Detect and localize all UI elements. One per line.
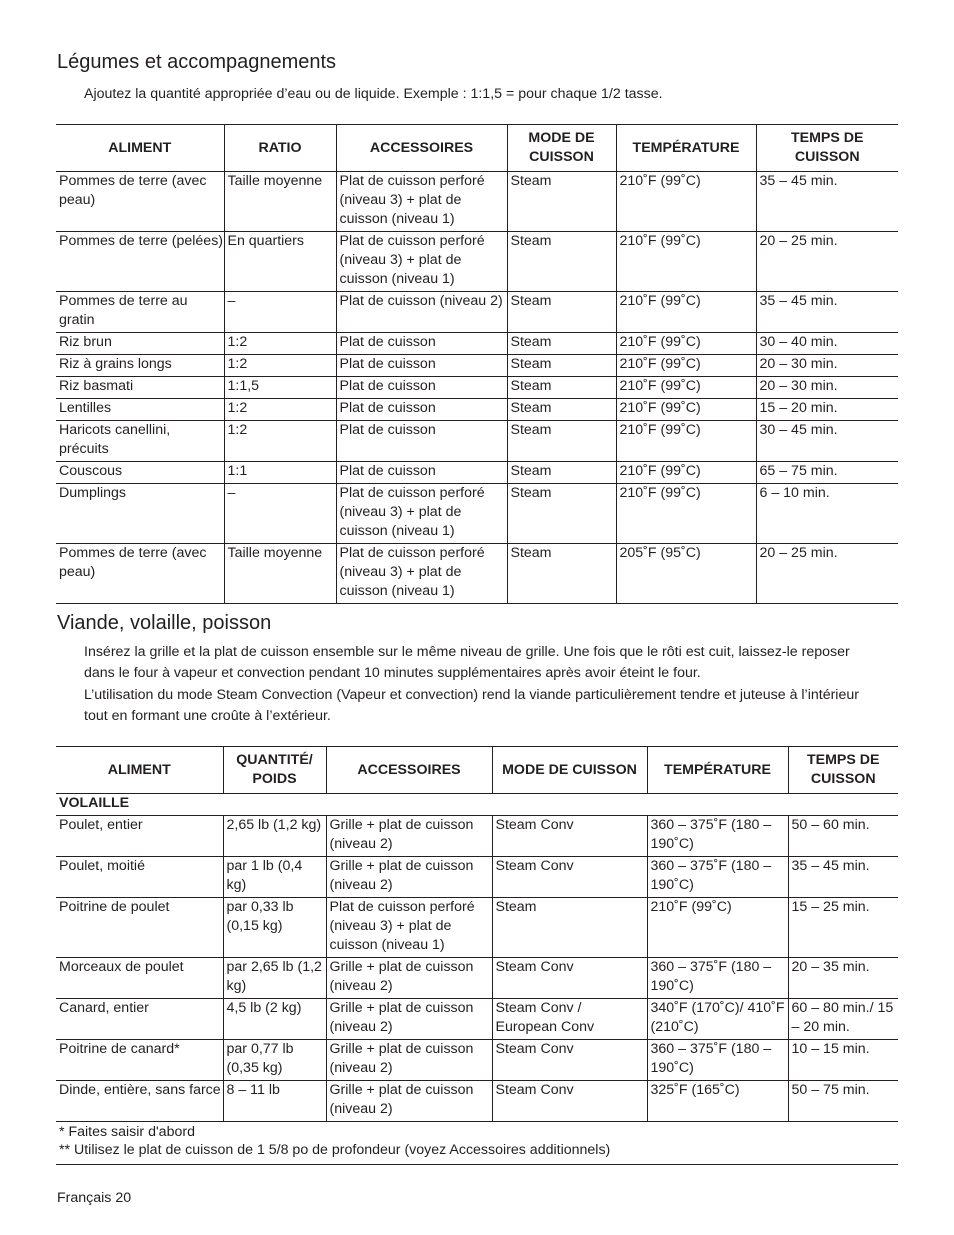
category-label: VOLAILLE (56, 794, 898, 816)
table-cell: Plat de cuisson perforé (niveau 3) + plat de cuisson (niveau 1) (336, 484, 507, 544)
table-cell: Grille + plat de cuisson (niveau 2) (326, 958, 492, 999)
table-cell: Grille + plat de cuisson (niveau 2) (326, 816, 492, 857)
column-header: TEMPÉRATURE (647, 747, 788, 794)
table-cell: 210˚F (99˚C) (616, 172, 756, 232)
table-cell: Steam (507, 399, 616, 421)
column-header: ALIMENT (56, 747, 223, 794)
table-cell: Plat de cuisson (336, 462, 507, 484)
table-cell: Steam Conv (492, 816, 647, 857)
table-cell: Steam Conv (492, 1081, 647, 1122)
table-cell: Steam (507, 333, 616, 355)
table-cell: Poulet, entier (56, 816, 223, 857)
table-row (56, 898, 898, 958)
table-cell: 210˚F (99˚C) (616, 462, 756, 484)
table-cell: Steam Conv (492, 1040, 647, 1081)
table-cell: 210˚F (99˚C) (616, 421, 756, 462)
table-cell: 8 – 11 lb (223, 1081, 326, 1122)
table-cell: Pommes de terre au gratin (56, 292, 224, 333)
table-cell: Plat de cuisson perforé (niveau 3) + plat de cuisson (niveau 1) (336, 232, 507, 292)
table-cell: Steam (507, 232, 616, 292)
table-cell: Haricots canellini, précuits (56, 421, 224, 462)
table-row (56, 958, 898, 999)
table-cell: Plat de cuisson (336, 355, 507, 377)
section-intro-vegetables: Ajoutez la quantité appropriée d’eau ou de liquide. Exemple : 1:1,5 = pour chaque 1/2 tasse. (84, 86, 663, 102)
column-header: MODE DE CUISSON (492, 747, 647, 794)
table-row (56, 816, 898, 857)
section-intro-meat-1: Insérez la grille et la plat de cuisson ensemble sur le même niveau de grille. Une fois que le rôti est cuit, laissez-le reposer dans le four à vapeur et convection pendant 10 minutes supplémentaires après avoir éteint le four. (84, 644, 850, 681)
table-row (56, 377, 898, 399)
table-cell: Grille + plat de cuisson (niveau 2) (326, 999, 492, 1040)
table-cell: Poitrine de canard* (56, 1040, 223, 1081)
table-cell: Plat de cuisson perforé (niveau 3) + plat de cuisson (niveau 1) (326, 898, 492, 958)
table-cell: Steam (507, 172, 616, 232)
table-cell: 210˚F (99˚C) (616, 333, 756, 355)
table-cell: Steam (507, 544, 616, 604)
table-cell: Riz à grains longs (56, 355, 224, 377)
table-row (56, 333, 898, 355)
section-title-meat: Viande, volaille, poisson (57, 612, 272, 634)
footnote-2: ** Utilisez le plat de cuisson de 1 5/8 po de profondeur (voyez Accessoires additionnels) (59, 1142, 611, 1158)
column-header: QUANTITÉ/ POIDS (223, 747, 326, 794)
table-cell: Morceaux de poulet (56, 958, 223, 999)
table-cell: Steam Conv (492, 958, 647, 999)
table-cell: 205˚F (95˚C) (616, 544, 756, 604)
meat-table (56, 746, 898, 1122)
table-cell: Pommes de terre (avec peau) (56, 544, 224, 604)
table-cell: 60 – 80 min./ 15 – 20 min. (788, 999, 898, 1040)
table-cell: 360 – 375˚F (180 – 190˚C) (647, 816, 788, 857)
table-cell: Steam Conv / European Conv (492, 999, 647, 1040)
table-row (56, 421, 898, 462)
table-row (56, 544, 898, 604)
table-cell: 325˚F (165˚C) (647, 1081, 788, 1122)
column-header: ACCESSOIRES (336, 125, 507, 172)
table-row (56, 999, 898, 1040)
table-cell: 50 – 60 min. (788, 816, 898, 857)
table-cell: Steam (507, 292, 616, 333)
table-row (56, 484, 898, 544)
table-cell: 1:1 (224, 462, 336, 484)
table-cell: 35 – 45 min. (756, 172, 898, 232)
table-cell: 35 – 45 min. (788, 857, 898, 898)
table-cell: Riz basmati (56, 377, 224, 399)
table-cell: 1:2 (224, 333, 336, 355)
vegetables-table (56, 124, 898, 604)
table-cell: 10 – 15 min. (788, 1040, 898, 1081)
table-cell: Plat de cuisson (336, 399, 507, 421)
table-header-row (56, 747, 898, 794)
table-cell: 20 – 30 min. (756, 355, 898, 377)
table-row (56, 292, 898, 333)
table-cell: 15 – 25 min. (788, 898, 898, 958)
category-row (56, 794, 898, 816)
column-header: TEMPS DE CUISSON (788, 747, 898, 794)
table-cell: 1:2 (224, 421, 336, 462)
column-header: ALIMENT (56, 125, 224, 172)
table-cell: Poitrine de poulet (56, 898, 223, 958)
table-cell: Steam (507, 484, 616, 544)
table-cell: Riz brun (56, 333, 224, 355)
table-cell: 360 – 375˚F (180 – 190˚C) (647, 1040, 788, 1081)
table-cell: 20 – 25 min. (756, 544, 898, 604)
table-cell: 210˚F (99˚C) (616, 484, 756, 544)
table-cell: – (224, 292, 336, 333)
table-cell: Grille + plat de cuisson (niveau 2) (326, 1081, 492, 1122)
column-header: RATIO (224, 125, 336, 172)
table-cell: 20 – 25 min. (756, 232, 898, 292)
table-cell: 15 – 20 min. (756, 399, 898, 421)
table-cell: Plat de cuisson (336, 333, 507, 355)
table-row (56, 1081, 898, 1122)
table-cell: Taille moyenne (224, 544, 336, 604)
page-footer: Français 20 (57, 1190, 132, 1206)
table-cell: 360 – 375˚F (180 – 190˚C) (647, 857, 788, 898)
table-cell: Steam (507, 377, 616, 399)
table-cell: 1:1,5 (224, 377, 336, 399)
table-cell: Steam Conv (492, 857, 647, 898)
table-cell: Steam (507, 421, 616, 462)
table-cell: Plat de cuisson (336, 377, 507, 399)
column-header: TEMPÉRATURE (616, 125, 756, 172)
table-cell: 50 – 75 min. (788, 1081, 898, 1122)
table-cell: 20 – 30 min. (756, 377, 898, 399)
table-cell: Steam (507, 355, 616, 377)
table-cell: par 0,77 lb (0,35 kg) (223, 1040, 326, 1081)
table-cell: 210˚F (99˚C) (647, 898, 788, 958)
table-cell: Pommes de terre (pelées) (56, 232, 224, 292)
table-cell: 210˚F (99˚C) (616, 377, 756, 399)
table-cell: Couscous (56, 462, 224, 484)
table-cell: par 1 lb (0,4 kg) (223, 857, 326, 898)
table-cell: – (224, 484, 336, 544)
table-cell: Poulet, moitié (56, 857, 223, 898)
table-cell: par 2,65 lb (1,2 kg) (223, 958, 326, 999)
table-cell: 340˚F (170˚C)/ 410˚F (210˚C) (647, 999, 788, 1040)
table-row (56, 232, 898, 292)
table-cell: Canard, entier (56, 999, 223, 1040)
table-cell: En quartiers (224, 232, 336, 292)
table-cell: Plat de cuisson (niveau 2) (336, 292, 507, 333)
table-row (56, 355, 898, 377)
table-cell: 210˚F (99˚C) (616, 399, 756, 421)
footnote-1: * Faites saisir d'abord (59, 1124, 195, 1140)
table-row (56, 857, 898, 898)
footnotes (56, 1123, 898, 1165)
column-header: TEMPS DE CUISSON (756, 125, 898, 172)
table-cell: 210˚F (99˚C) (616, 292, 756, 333)
table-cell: Plat de cuisson (336, 421, 507, 462)
table-cell: 30 – 45 min. (756, 421, 898, 462)
table-cell: 30 – 40 min. (756, 333, 898, 355)
section-intro-meat-2: L’utilisation du mode Steam Convection (Vapeur et convection) rend la viande particulièrement tendre et juteuse à l’intérieur tout en formant une croûte à l’extérieur. (84, 687, 859, 724)
table-cell: 20 – 35 min. (788, 958, 898, 999)
table-cell: 1:2 (224, 399, 336, 421)
table-cell: 4,5 lb (2 kg) (223, 999, 326, 1040)
column-header: ACCESSOIRES (326, 747, 492, 794)
table-cell: 65 – 75 min. (756, 462, 898, 484)
table-header-row (56, 125, 898, 172)
table-cell: Pommes de terre (avec peau) (56, 172, 224, 232)
table-cell: 210˚F (99˚C) (616, 355, 756, 377)
table-cell: Taille moyenne (224, 172, 336, 232)
table-cell: Grille + plat de cuisson (niveau 2) (326, 857, 492, 898)
table-cell: 1:2 (224, 355, 336, 377)
table-row (56, 1040, 898, 1081)
table-cell: Steam (507, 462, 616, 484)
table-cell: 2,65 lb (1,2 kg) (223, 816, 326, 857)
table-cell: 35 – 45 min. (756, 292, 898, 333)
section-title-vegetables: Légumes et accompagnements (57, 51, 337, 73)
column-header: MODE DE CUISSON (507, 125, 616, 172)
table-row (56, 172, 898, 232)
table-cell: 6 – 10 min. (756, 484, 898, 544)
table-cell: 210˚F (99˚C) (616, 232, 756, 292)
table-row (56, 462, 898, 484)
table-cell: 360 – 375˚F (180 – 190˚C) (647, 958, 788, 999)
table-row (56, 399, 898, 421)
table-cell: Plat de cuisson perforé (niveau 3) + plat de cuisson (niveau 1) (336, 544, 507, 604)
table-cell: Steam (492, 898, 647, 958)
table-cell: par 0,33 lb (0,15 kg) (223, 898, 326, 958)
table-cell: Plat de cuisson perforé (niveau 3) + plat de cuisson (niveau 1) (336, 172, 507, 232)
table-cell: Lentilles (56, 399, 224, 421)
table-cell: Dinde, entière, sans farce (56, 1081, 223, 1122)
table-cell: Grille + plat de cuisson (niveau 2) (326, 1040, 492, 1081)
table-cell: Dumplings (56, 484, 224, 544)
